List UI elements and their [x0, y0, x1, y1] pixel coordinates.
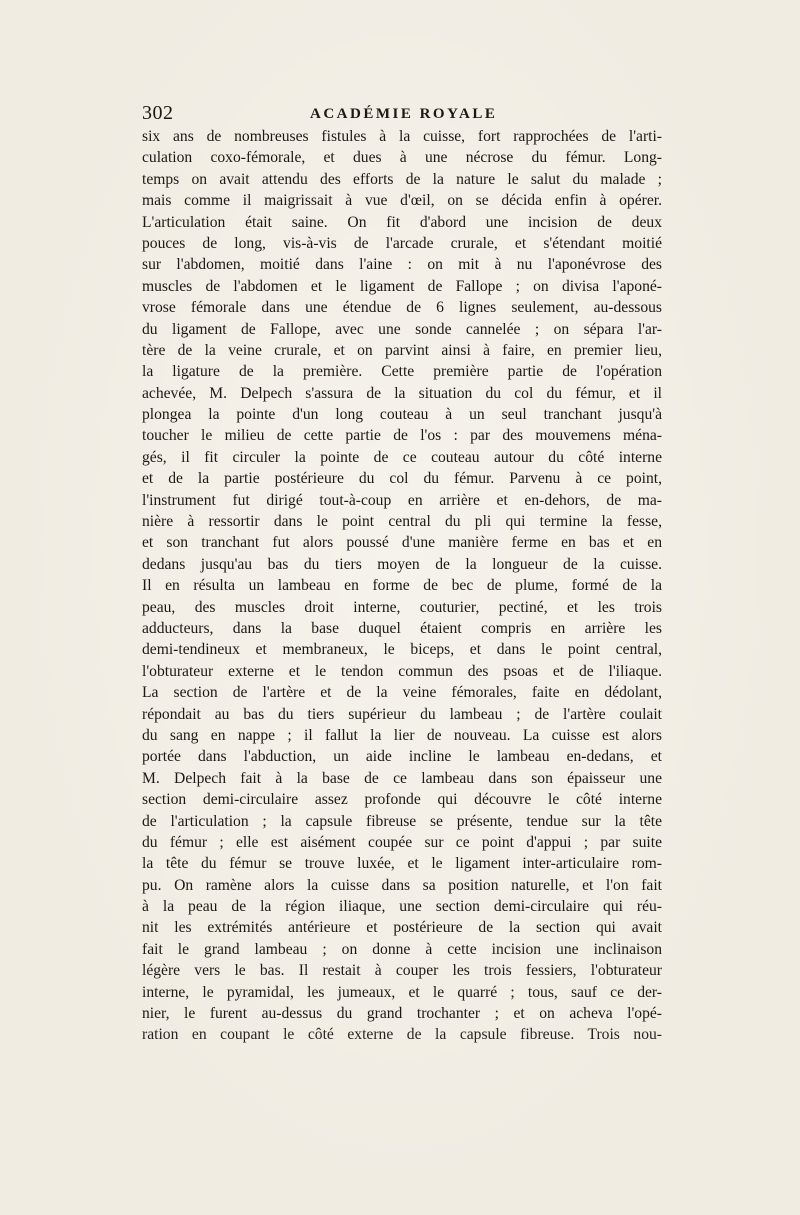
text-line: pouces de long, vis-à-vis de l'arcade crurale, et s'étendant moitié: [142, 234, 662, 252]
text-line: répondait au bas du tiers supérieur du lambeau ; de l'artère coulait: [142, 705, 662, 723]
text-line: nit les extrémités antérieure et postérieure de la section qui avait: [142, 919, 662, 937]
text-line: la tête du fémur se trouve luxée, et le ligament inter-articulaire rom-: [142, 855, 662, 873]
text-line: à la peau de la région iliaque, une section demi-circulaire qui réu-: [142, 898, 662, 916]
running-head: ACADÉMIE ROYALE: [310, 106, 498, 122]
text-line: demi-tendineux et membraneux, le biceps, et dans le point central,: [142, 641, 662, 659]
text-line: nière à ressortir dans le point central du pli qui termine la fesse,: [142, 513, 662, 531]
text-line: l'instrument fut dirigé tout-à-coup en arrière et en-dehors, de ma-: [142, 491, 662, 509]
text-line: M. Delpech fait à la base de ce lambeau dans son épaisseur une: [142, 769, 662, 787]
text-line: gés, il fit circuler la pointe de ce couteau autour du côté interne: [142, 448, 662, 466]
text-line: section demi-circulaire assez profonde qui découvre le côté interne: [142, 791, 662, 809]
text-line: toucher le milieu de cette partie de l'os : par des mouvemens ména-: [142, 427, 662, 445]
text-line: du ligament de Fallope, avec une sonde cannelée ; on sépara l'ar-: [142, 320, 662, 338]
text-line: ration en coupant le côté externe de la capsule fibreuse. Trois nou-: [142, 1026, 662, 1044]
page-header: [142, 100, 662, 126]
text-line: nier, le furent au-dessus du grand trochanter ; et on acheva l'opé-: [142, 1005, 662, 1023]
text-line: du sang en nappe ; il fallut la lier de nouveau. La cuisse est alors: [142, 726, 662, 744]
text-line: fait le grand lambeau ; on donne à cette incision une inclinaison: [142, 940, 662, 958]
text-line: adducteurs, dans la base duquel étaient compris en arrière les: [142, 619, 662, 637]
body-text: [142, 126, 662, 1046]
text-line: plongea la pointe d'un long couteau à un seul tranchant jusqu'à: [142, 406, 662, 424]
text-line: tère de la veine crurale, et on parvint ainsi à faire, en premier lieu,: [142, 341, 662, 359]
text-line: La section de l'artère et de la veine fémorales, faite en dédolant,: [142, 684, 662, 702]
text-line: l'obturateur externe et le tendon commun des psoas et de l'iliaque.: [142, 662, 662, 680]
text-line: peau, des muscles droit interne, couturier, pectiné, et les trois: [142, 598, 662, 616]
page-number: 302: [142, 102, 174, 124]
text-line: et de la partie postérieure du col du fémur. Parvenu à ce point,: [142, 470, 662, 488]
text-line: culation coxo-fémorale, et dues à une nécrose du fémur. Long-: [142, 149, 662, 167]
text-line: six ans de nombreuses fistules à la cuisse, fort rapprochées de l'arti-: [142, 128, 662, 145]
text-line: muscles de l'abdomen et le ligament de Fallope ; on divisa l'aponé-: [142, 277, 662, 295]
text-line: la ligature de la première. Cette première partie de l'opération: [142, 363, 662, 381]
text-line: et son tranchant fut alors poussé d'une manière ferme en bas et en: [142, 534, 662, 552]
text-line: achevée, M. Delpech s'assura de la situation du col du fémur, et il: [142, 384, 662, 402]
text-line: légère vers le bas. Il restait à couper les trois fessiers, l'obturateur: [142, 962, 662, 980]
text-line: temps on avait attendu des efforts de la nature le salut du malade ;: [142, 170, 662, 188]
text-line: L'articulation était saine. On fit d'abord une incision de deux: [142, 213, 662, 231]
text-line: vrose fémorale dans une étendue de 6 lignes seulement, au-dessous: [142, 299, 662, 317]
text-line: dedans jusqu'au bas du tiers moyen de la longueur de la cuisse.: [142, 555, 662, 573]
text-line: interne, le pyramidal, les jumeaux, et le quarré ; tous, sauf ce der-: [142, 983, 662, 1001]
text-line: pu. On ramène alors la cuisse dans sa position naturelle, et l'on fait: [142, 876, 662, 894]
text-line: portée dans l'abduction, un aide incline le lambeau en-dedans, et: [142, 748, 662, 766]
text-line: de l'articulation ; la capsule fibreuse se présente, tendue sur la tête: [142, 812, 662, 830]
text-line: du fémur ; elle est aisément coupée sur ce point d'appui ; par suite: [142, 833, 662, 851]
text-line: Il en résulta un lambeau en forme de bec de plume, formé de la: [142, 577, 662, 595]
text-line: sur l'abdomen, moitié dans l'aine : on mit à nu l'aponévrose des: [142, 256, 662, 274]
text-line: mais comme il maigrissait à vue d'œil, on se décida enfin à opérer.: [142, 192, 662, 210]
